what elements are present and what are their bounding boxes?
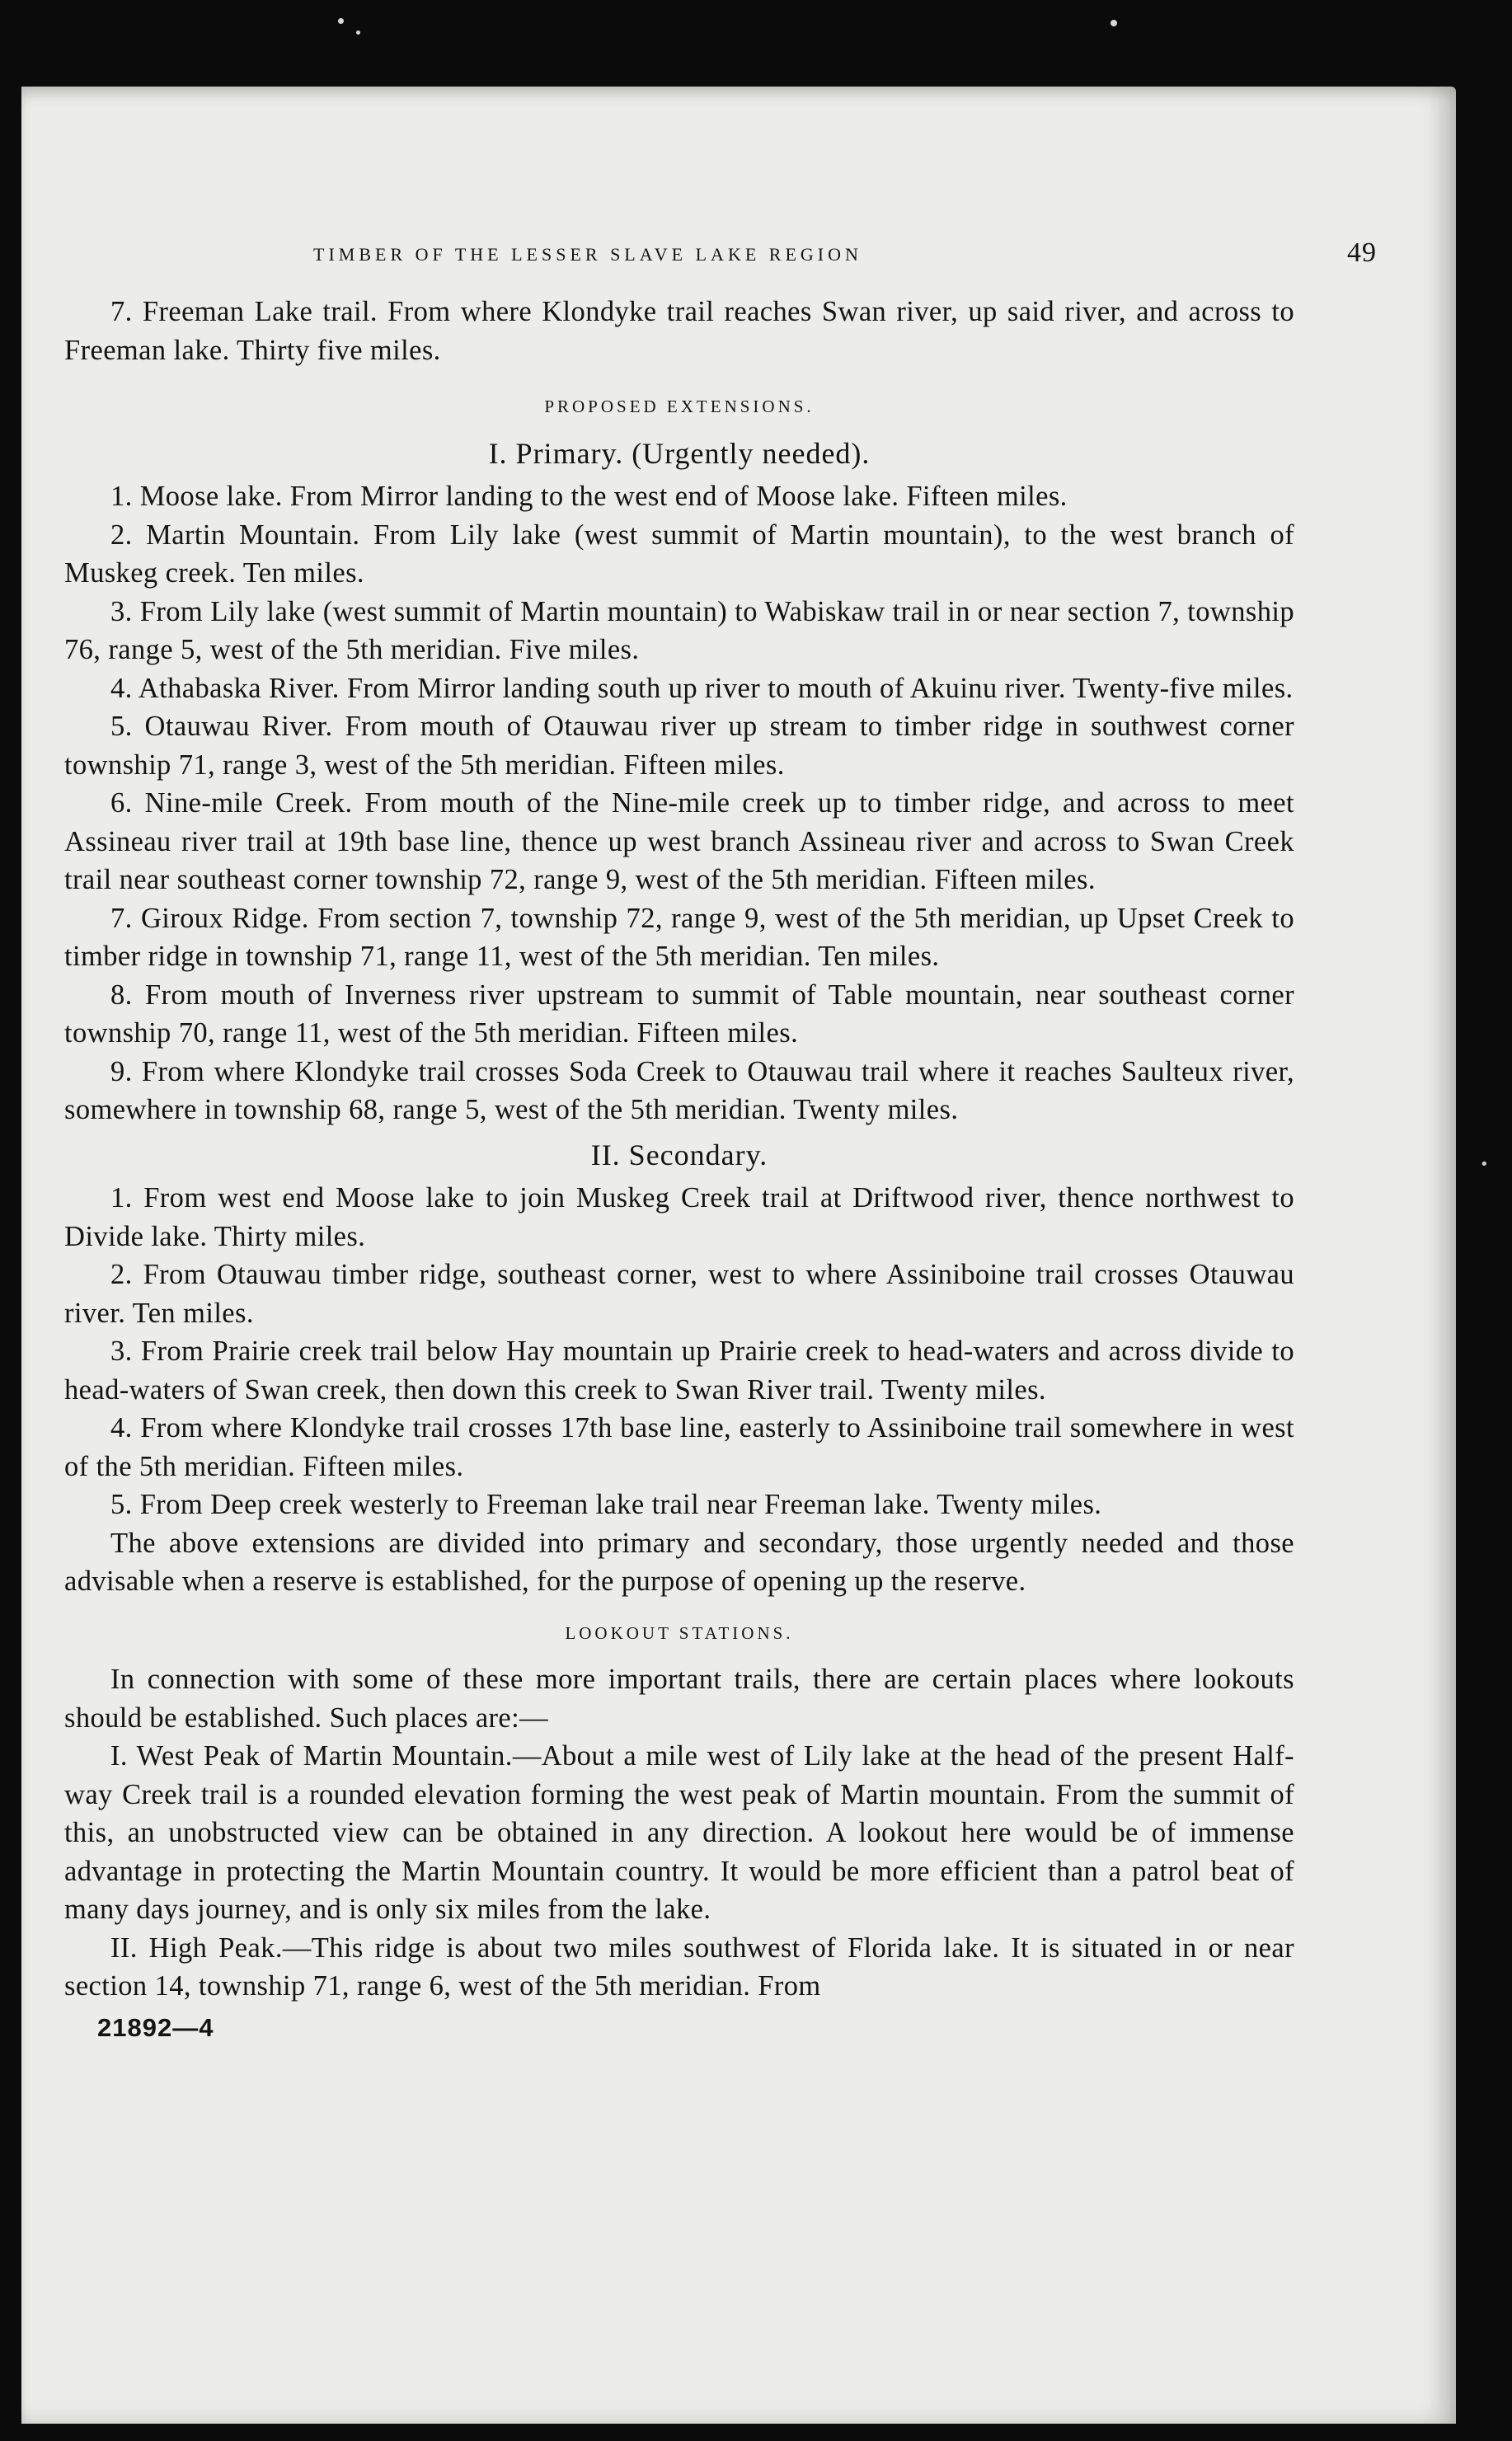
lookout-entry: II. High Peak.—This ridge is about two miles southwest of Florida lake. It is situated in or near section 14, township 71, range 6, west of the 5th meridian. From — [64, 1932, 1294, 2002]
primary-entry: 3. From Lily lake (west summit of Martin mountain) to Wabiskaw trail in or near section 7, township 76, range 5, west of the 5th meridian. Five miles. — [64, 595, 1294, 665]
lookout-entry: I. West Peak of Martin Mountain.—About a mile west of Lily lake at the head of the present Half-way Creek trail is a rounded elevation forming the west peak of Martin mountain. From the summit of this, an unobstructed view can be obtained in any direction. A lookout here would be of immense advantage in protecting the Martin Mountain country. It would be more efficient than a patrol beat of many days journey, and is only six miles from the lake. — [64, 1740, 1294, 1925]
primary-entry: 1. Moose lake. From Mirror landing to the west end of Moose lake. Fifteen miles. — [110, 481, 1068, 512]
primary-entry: 5. Otauwau River. From mouth of Otauwau river up stream to timber ridge in southwest corner township 71, range 3, west of the 5th meridian. Fifteen miles. — [64, 711, 1294, 781]
lookout-intro: In connection with some of these more important trails, there are certain places where lookouts should be established. Such places are:— — [64, 1664, 1294, 1734]
primary-entry: 7. Giroux Ridge. From section 7, township 72, range 9, west of the 5th meridian, up Upset Creek to timber ridge in township 71, range 11, west of the 5th meridian. Ten miles. — [64, 902, 1294, 972]
secondary-entry: 3. From Prairie creek trail below Hay mountain up Prairie creek to head-waters and across divide to head-waters of Swan creek, then down this creek to Swan River trail. Twenty miles. — [64, 1336, 1294, 1406]
scan-border-specks — [0, 0, 1512, 91]
footer-signature-mark: 21892—4 — [97, 2012, 214, 2042]
secondary-entry: 1. From west end Moose lake to join Muskeg Creek trail at Driftwood river, thence northwest to Divide lake. Thirty miles. — [64, 1182, 1294, 1252]
primary-entry: 4. Athabaska River. From Mirror landing south up river to mouth of Akuinu river. Twenty-five miles. — [110, 672, 1294, 704]
secondary-entry: 5. From Deep creek westerly to Freeman lake trail near Freeman lake. Twenty miles. — [110, 1489, 1102, 1520]
primary-heading: I. Primary. (Urgently needed). — [488, 436, 871, 470]
scan-speck — [356, 31, 360, 35]
page-number: 49 — [1347, 237, 1377, 268]
running-head — [313, 237, 1377, 268]
primary-entry: 8. From mouth of Inverness river upstream to summit of Table mountain, near southeast corner township 70, range 11, west of the 5th meridian. Fifteen miles. — [64, 979, 1294, 1049]
secondary-heading: II. Secondary. — [590, 1138, 768, 1171]
running-head-title: TIMBER OF THE LESSER SLAVE LAKE REGION — [313, 244, 862, 265]
scan-edge-mark: • — [1480, 1156, 1489, 1173]
secondary-entry: 2. From Otauwau timber ridge, southeast corner, west to where Assiniboine trail crosses Otauwau river. Ten miles. — [64, 1259, 1294, 1329]
primary-entry: 6. Nine-mile Creek. From mouth of the Nine-mile creek up to timber ridge, and across to meet Assineau river trail at 19th base line, thence up west branch Assineau river and across to Swan Creek trail near southeast corner township 72, range 9, west of the 5th meridian. Fifteen miles. — [64, 787, 1294, 895]
document-body — [64, 293, 1294, 2047]
scan-speck — [1111, 20, 1117, 26]
primary-entry: 9. From where Klondyke trail crosses Soda Creek to Otauwau trail where it reaches Saulteux river, somewhere in township 68, range 5, west of the 5th meridian. Twenty miles. — [64, 1055, 1294, 1125]
proposed-extensions-heading: PROPOSED EXTENSIONS. — [544, 397, 815, 416]
trail-entry: 7. Freeman Lake trail. From where Klondyke trail reaches Swan river, up said river, and across to Freeman lake. Thirty five miles. — [64, 296, 1294, 366]
scan-speck — [338, 18, 344, 24]
lookout-stations-heading: LOOKOUT STATIONS. — [565, 1622, 794, 1643]
secondary-entry: 4. From where Klondyke trail crosses 17th base line, easterly to Assiniboine trail somewhere in west of the 5th meridian. Fifteen miles. — [64, 1412, 1294, 1482]
primary-entry: 2. Martin Mountain. From Lily lake (west summit of Martin mountain), to the west branch of Muskeg creek. Ten miles. — [64, 519, 1294, 589]
extensions-note: The above extensions are divided into primary and secondary, those urgently needed and those advisable when a reserve is established, for the purpose of opening up the reserve. — [64, 1527, 1294, 1597]
